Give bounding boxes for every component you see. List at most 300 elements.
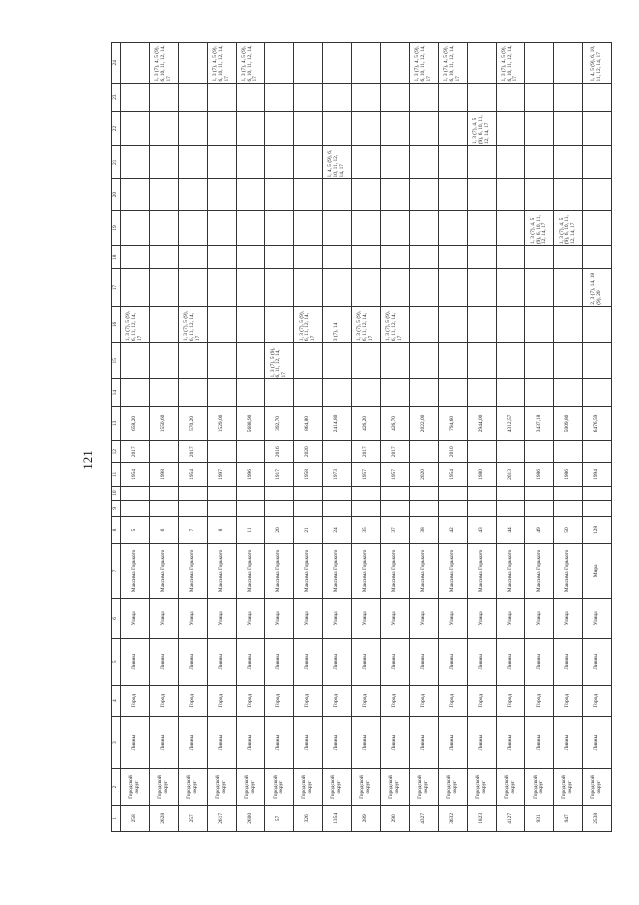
table-cell [352,500,381,516]
table-cell [583,486,612,500]
table-cell [554,306,583,342]
table-cell [525,486,554,500]
table-cell [149,441,178,463]
table-cell: 1, 3 (7), 4, 5 (9), 6, 10, 11, 12, 14, 17 [554,210,583,245]
table-cell: Городской округ [554,769,583,805]
table-cell: 1957 [352,463,381,486]
table-cell [381,111,410,145]
table-cell [236,179,265,210]
table-cell: Ливны [583,639,612,685]
table-cell [583,343,612,379]
table-cell: Улица [265,598,294,638]
table-cell: 44 [496,516,525,543]
table-cell [323,379,352,406]
table-cell [294,179,323,210]
table-cell: 794,60 [438,406,467,440]
table-cell: 1, 3 (7), 5 (9), 6, 11, 12, 14, 17 [352,306,381,342]
table-cell [467,269,496,306]
table-cell: Ливны [236,639,265,685]
table-cell: 1, 3 (7), 5 (9), 6, 11, 12, 14, 17 [121,306,150,342]
table-cell: 2600 [236,805,265,831]
table-cell [525,306,554,342]
table-cell: Городской округ [467,769,496,805]
table-cell [525,379,554,406]
table-cell [323,500,352,516]
table-cell: Город [178,685,207,716]
table-cell [265,83,294,111]
table-cell [352,379,381,406]
table-cell [496,306,525,342]
table-cell: 2, 3 (7), 14, 18 (9), 20 [583,269,612,306]
table-cell [381,43,410,84]
table-row [149,43,178,832]
table-cell [496,500,525,516]
table-cell [554,83,583,111]
table-cell [525,111,554,145]
column-header: 16 [112,306,121,342]
table-cell [381,146,410,179]
table-cell [409,486,438,500]
table-cell [496,146,525,179]
table-cell: 2020 [294,441,323,463]
table-cell [178,43,207,84]
table-cell: Улица [294,598,323,638]
table-cell [149,210,178,245]
table-cell [583,379,612,406]
table-cell [525,500,554,516]
table-cell: Ливны [467,639,496,685]
table-cell [323,246,352,269]
table-cell [265,306,294,342]
table-cell: 38 [409,516,438,543]
table-cell: 392,70 [265,406,294,440]
table-cell: 4327 [409,805,438,831]
table-row [409,43,438,832]
table-cell: 1550,60 [149,406,178,440]
table-cell: Городской округ [294,769,323,805]
table-cell: 2017 [352,441,381,463]
table-cell: Максима Горького [381,544,410,599]
table-cell: 1, 3 (7), 5 (9), 6, 11, 12, 14, 17 [178,306,207,342]
table-cell [178,146,207,179]
table-cell: 1986 [554,463,583,486]
table-cell [178,379,207,406]
table-cell [496,379,525,406]
table-cell [236,210,265,245]
table-cell [554,379,583,406]
table-cell [381,179,410,210]
data-table [111,42,612,832]
table-cell [554,179,583,210]
table-cell: Ливны [438,716,467,769]
table-cell [178,343,207,379]
table-cell [409,111,438,145]
table-cell: 1, 3 (7), 4, 5 (9), 6, 10, 11, 12, 14, 17 [438,43,467,84]
table-cell: Ливны [149,716,178,769]
table-cell [294,83,323,111]
table-cell [323,83,352,111]
table-cell: Максима Горького [207,544,236,599]
table-cell: 2617 [207,805,236,831]
table-cell [352,43,381,84]
table-cell [381,269,410,306]
table-cell: Максима Горького [178,544,207,599]
table-cell [438,486,467,500]
table-cell [409,500,438,516]
table-cell: 7 [178,516,207,543]
table-row [352,43,381,832]
table-row [236,43,265,832]
column-header: 6 [112,598,121,638]
table-cell: 128 [583,516,612,543]
table-cell: Улица [496,598,525,638]
table-cell [583,111,612,145]
table-cell: 1994 [583,463,612,486]
table-row [467,43,496,832]
table-cell [438,306,467,342]
table-cell [409,246,438,269]
table-cell: Ливны [525,639,554,685]
column-header: 11 [112,463,121,486]
column-header: 13 [112,406,121,440]
table-cell [352,111,381,145]
table-cell: Город [525,685,554,716]
table-cell [381,246,410,269]
table-cell: Город [554,685,583,716]
table-cell: Улица [207,598,236,638]
table-cell: 42 [438,516,467,543]
table-cell [554,111,583,145]
column-header: 24 [112,43,121,84]
table-cell: 570,20 [178,406,207,440]
table-cell: Городской округ [178,769,207,805]
column-header: 4 [112,685,121,716]
table-cell: 2010 [438,441,467,463]
table-cell [149,111,178,145]
table-cell: 6 [149,516,178,543]
table-row [381,43,410,832]
table-cell: 2017 [381,441,410,463]
table-cell [121,379,150,406]
table-cell: 1, 3 (7), 4, 5 (9), 6, 10, 11, 12, 14, 17 [236,43,265,84]
table-cell: Улица [438,598,467,638]
table-cell: 5688,90 [236,406,265,440]
table-cell [525,179,554,210]
table-cell [265,379,294,406]
table-cell [265,500,294,516]
table-cell: Ливны [265,639,294,685]
table-cell: 4127 [496,805,525,831]
column-header: 22 [112,111,121,145]
table-cell: Город [294,685,323,716]
table-cell: Ливны [207,716,236,769]
table-cell: Ливны [265,716,294,769]
table-cell [178,486,207,500]
table-cell [496,246,525,269]
table-cell: Улица [583,598,612,638]
table-cell [207,179,236,210]
table-cell: 1973 [323,463,352,486]
column-header: 9 [112,500,121,516]
table-cell: 1823 [467,805,496,831]
table-cell: Городской округ [496,769,525,805]
table-cell [121,269,150,306]
table-cell [409,343,438,379]
table-cell [409,379,438,406]
table-cell [236,306,265,342]
table-cell [438,500,467,516]
table-cell [178,179,207,210]
table-cell: Максима Горького [467,544,496,599]
table-cell [467,500,496,516]
table-cell: Ливны [409,639,438,685]
table-cell: Ливны [294,716,323,769]
table-cell: 2020 [409,463,438,486]
table-cell: Ливны [381,716,410,769]
table-cell [409,441,438,463]
table-cell: Город [323,685,352,716]
table-cell [178,246,207,269]
table-cell: 1996 [236,463,265,486]
table-cell: Городской округ [352,769,381,805]
table-cell [554,146,583,179]
table-cell [409,269,438,306]
table-cell: Ливны [554,639,583,685]
table-cell [496,111,525,145]
table-row [207,43,236,832]
table-cell [207,246,236,269]
table-cell [207,146,236,179]
table-cell: 864,80 [294,406,323,440]
table-cell: 1, 3 (7), 4, 5 (9), 6, 10, 11, 12, 14, 17 [207,43,236,84]
table-cell [496,486,525,500]
table-cell [467,379,496,406]
table-cell [409,210,438,245]
table-cell [265,269,294,306]
table-cell [352,146,381,179]
table-cell [236,83,265,111]
table-cell [438,343,467,379]
table-cell [149,500,178,516]
table-cell: 1, 3 (7), 4, 5 (9), 6, 10, 11, 12, 14, 17 [409,43,438,84]
table-cell [207,83,236,111]
table-cell: 35 [352,516,381,543]
table-cell: 290 [381,805,410,831]
table-cell [583,246,612,269]
table-cell: 426,70 [381,406,410,440]
table-cell [525,343,554,379]
table-cell: Город [409,685,438,716]
table-cell [409,179,438,210]
table-cell [381,343,410,379]
table-cell: Город [149,685,178,716]
table-cell: Ливны [496,716,525,769]
table-cell [294,246,323,269]
table-cell [207,269,236,306]
table-cell [236,111,265,145]
table-cell: 2022,00 [409,406,438,440]
table-cell [236,343,265,379]
table-cell [121,83,150,111]
table-cell: Ливны [352,716,381,769]
table-cell: Городской округ [323,769,352,805]
table-cell: 1998 [149,463,178,486]
table-cell: Ливны [178,716,207,769]
table-cell: Максима Горького [294,544,323,599]
table-cell: Городской округ [409,769,438,805]
table-cell [207,210,236,245]
column-header: 3 [112,716,121,769]
table-cell [467,83,496,111]
table-cell: Улица [554,598,583,638]
table-cell: Ливны [496,639,525,685]
table-cell: Город [467,685,496,716]
table-cell: 289 [352,805,381,831]
table-cell [525,146,554,179]
table-cell: Город [381,685,410,716]
table-cell: Городской округ [381,769,410,805]
table-cell: Максима Горького [149,544,178,599]
table-cell [554,500,583,516]
table-cell [236,246,265,269]
table-cell [294,111,323,145]
table-cell: Максима Горького [236,544,265,599]
table-cell: Максима Горького [438,544,467,599]
table-cell [294,379,323,406]
table-cell [121,246,150,269]
table-cell: Ливны [207,639,236,685]
table-cell: 258 [121,805,150,831]
table-cell [583,306,612,342]
table-cell: 1, 3 (7), 4, 5 (9), 6, 10, 11, 12, 14, 17 [525,210,554,245]
table-cell [265,111,294,145]
table-row [496,43,525,832]
table-cell [323,111,352,145]
table-cell [207,379,236,406]
table-cell: Город [236,685,265,716]
table-cell [409,306,438,342]
table-cell [381,210,410,245]
table-cell: Ливны [121,639,150,685]
table-cell: Улица [525,598,554,638]
table-cell: 1, 3 (7), 4, 5 (9), 6, 10, 11, 12, 14, 17 [149,43,178,84]
table-cell [583,179,612,210]
table-cell [554,343,583,379]
table-row [583,43,612,832]
table-cell: 6476,59 [583,406,612,440]
table-cell [352,210,381,245]
table-cell [121,43,150,84]
column-header: 23 [112,83,121,111]
table-cell [583,441,612,463]
table-cell: Город [583,685,612,716]
header-row [112,43,121,832]
table-cell [583,83,612,111]
table-cell: 1954 [121,463,150,486]
table-cell [149,269,178,306]
table-cell [178,269,207,306]
table-cell [149,379,178,406]
table-cell [236,486,265,500]
table-cell [236,379,265,406]
table-cell: Ливны [381,639,410,685]
table-cell [352,246,381,269]
table-cell [236,441,265,463]
table-cell: 3437,18 [525,406,554,440]
table-cell [467,306,496,342]
table-cell: Город [121,685,150,716]
table-cell: 2628 [149,805,178,831]
table-cell: Улица [121,598,150,638]
table-row [265,43,294,832]
table-cell [438,269,467,306]
table-cell [554,441,583,463]
table-cell [496,210,525,245]
table-cell: Ливны [583,716,612,769]
table-cell: 8 [207,516,236,543]
table-cell: 1529,00 [207,406,236,440]
column-header: 7 [112,544,121,599]
table-cell [409,146,438,179]
table-cell [438,111,467,145]
table-cell: Улица [352,598,381,638]
table-cell: Максима Горького [323,544,352,599]
column-header: 20 [112,179,121,210]
table-cell [554,486,583,500]
table-cell [265,43,294,84]
column-header: 15 [112,343,121,379]
table-row [438,43,467,832]
table-cell: 37 [381,516,410,543]
table-cell: Городской округ [438,769,467,805]
page-number [78,440,98,480]
table-cell: 11 [236,516,265,543]
table-cell: 2538 [583,805,612,831]
table-cell [554,269,583,306]
table-cell [178,210,207,245]
table-cell [265,210,294,245]
table-cell [525,43,554,84]
table-cell: Город [496,685,525,716]
table-cell [207,500,236,516]
table-cell [467,179,496,210]
table-cell: 1, 3 (7), 5 (9), 6, 11, 12, 14, 17 [294,306,323,342]
table-cell: Ливны [554,716,583,769]
table-cell: 931 [525,805,554,831]
table-cell: Улица [381,598,410,638]
table-cell: Городской округ [525,769,554,805]
table-cell: Максима Горького [554,544,583,599]
table-cell: Ливны [294,639,323,685]
table-row [525,43,554,832]
table-cell: Городской округ [265,769,294,805]
table-container [111,42,603,832]
column-header: 10 [112,486,121,500]
table-cell [352,83,381,111]
table-cell [121,210,150,245]
table-cell [149,343,178,379]
table-cell [323,210,352,245]
table-cell [178,83,207,111]
table-cell [294,500,323,516]
table-cell [294,269,323,306]
table-cell: 1954 [438,463,467,486]
table-cell: 49 [525,516,554,543]
table-row [294,43,323,832]
table-cell: 257 [178,805,207,831]
table-cell [236,500,265,516]
page-number-text: 121 [80,450,95,470]
